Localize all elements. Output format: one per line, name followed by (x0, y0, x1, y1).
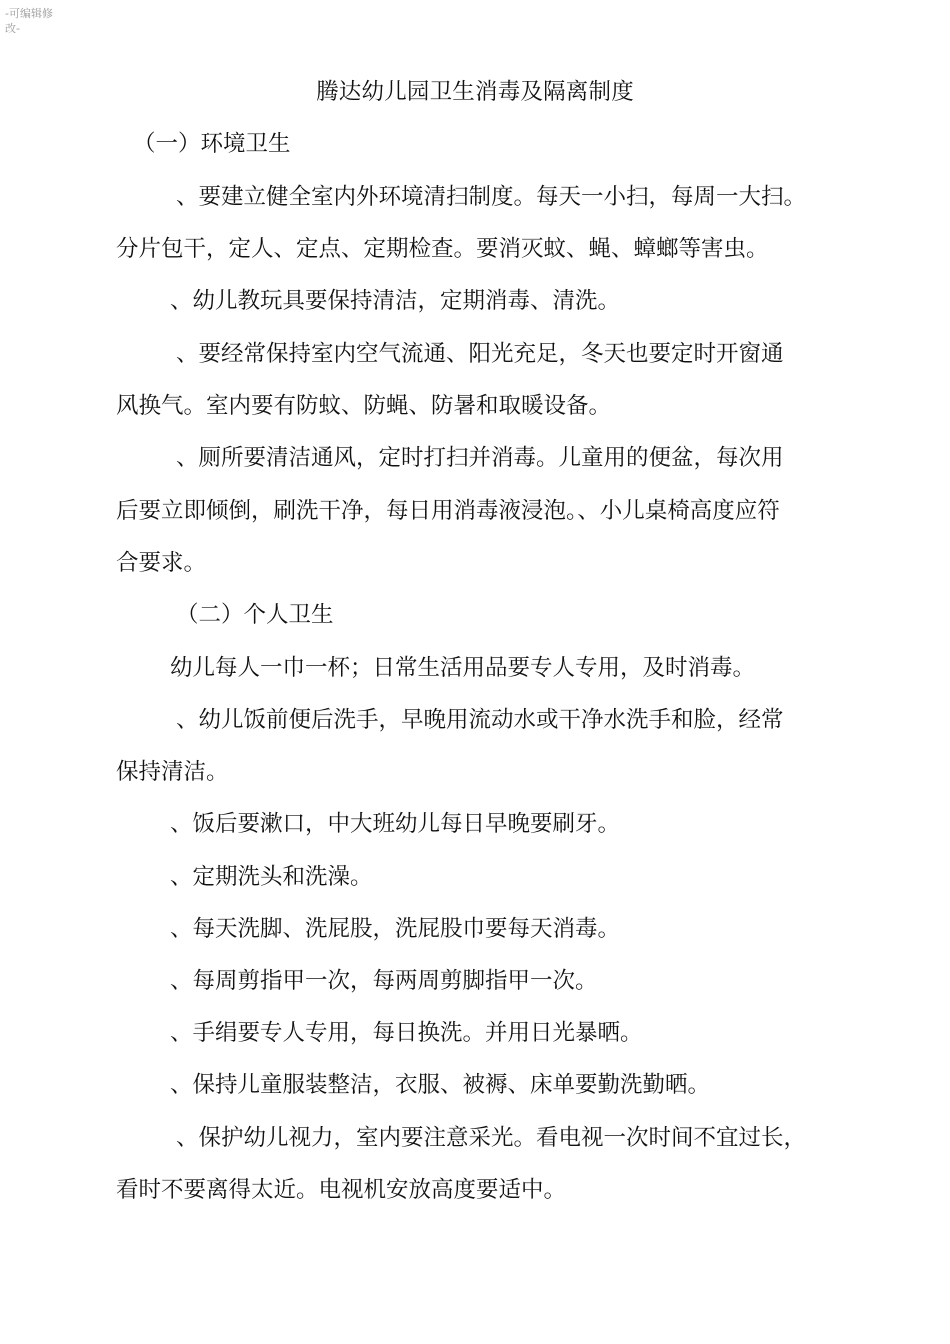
paragraph-line: 、厕所要清洁通风，定时打扫并消毒。儿童用的便盆，每次用 (176, 445, 784, 471)
paragraph-line: 、保护幼儿视力，室内要注意采光。看电视一次时间不宜过长， (176, 1125, 807, 1151)
paragraph-line: 、要建立健全室内外环境清扫制度。每天一小扫，每周一大扫。 (176, 184, 807, 210)
document-title: 腾达幼儿园卫生消毒及隔离制度 (316, 79, 634, 105)
paragraph-line: 、保持儿童服装整洁，衣服、被褥、床单要勤洗勤晒。 (170, 1072, 711, 1098)
paragraph-line: 幼儿每人一巾一杯；日常生活用品要专人专用，及时消毒。 (170, 655, 756, 681)
section-heading-personal: （二）个人卫生 (176, 602, 334, 628)
watermark-text: -可编辑修改- (5, 7, 53, 35)
paragraph-line: 、每周剪指甲一次，每两周剪脚指甲一次。 (170, 968, 598, 994)
paragraph-line: 后要立即倾倒，刷洗干净，每日用消毒液浸泡。、小儿桌椅高度应符 (116, 498, 780, 524)
paragraph-line: 、幼儿饭前便后洗手，早晚用流动水或干净水洗手和脸，经常 (176, 707, 784, 733)
paragraph-line: 、手绢要专人专用，每日换洗。并用日光暴晒。 (170, 1020, 643, 1046)
paragraph-line: 、每天洗脚、洗屁股，洗屁股巾要每天消毒。 (170, 916, 621, 942)
paragraph-line: 、幼儿教玩具要保持清洁，定期消毒、清洗。 (170, 288, 621, 314)
paragraph-line: 、要经常保持室内空气流通、阳光充足，冬天也要定时开窗通 (176, 341, 784, 367)
paragraph-line: 分片包干，定人、定点、定期检查。要消灭蚊、蝇、蟑螂等害虫。 (116, 236, 769, 262)
paragraph-line: 风换气。室内要有防蚊、防蝇、防暑和取暖设备。 (116, 393, 612, 419)
paragraph-line: 、饭后要漱口，中大班幼儿每日早晚要刷牙。 (170, 811, 621, 837)
paragraph-line: 保持清洁。 (116, 759, 229, 785)
paragraph-line: 合要求。 (116, 550, 207, 576)
section-heading-environment: （一）环境卫生 (133, 131, 291, 157)
paragraph-line: 、定期洗头和洗澡。 (170, 864, 373, 890)
paragraph-line: 看时不要离得太近。电视机安放高度要适中。 (116, 1177, 567, 1203)
